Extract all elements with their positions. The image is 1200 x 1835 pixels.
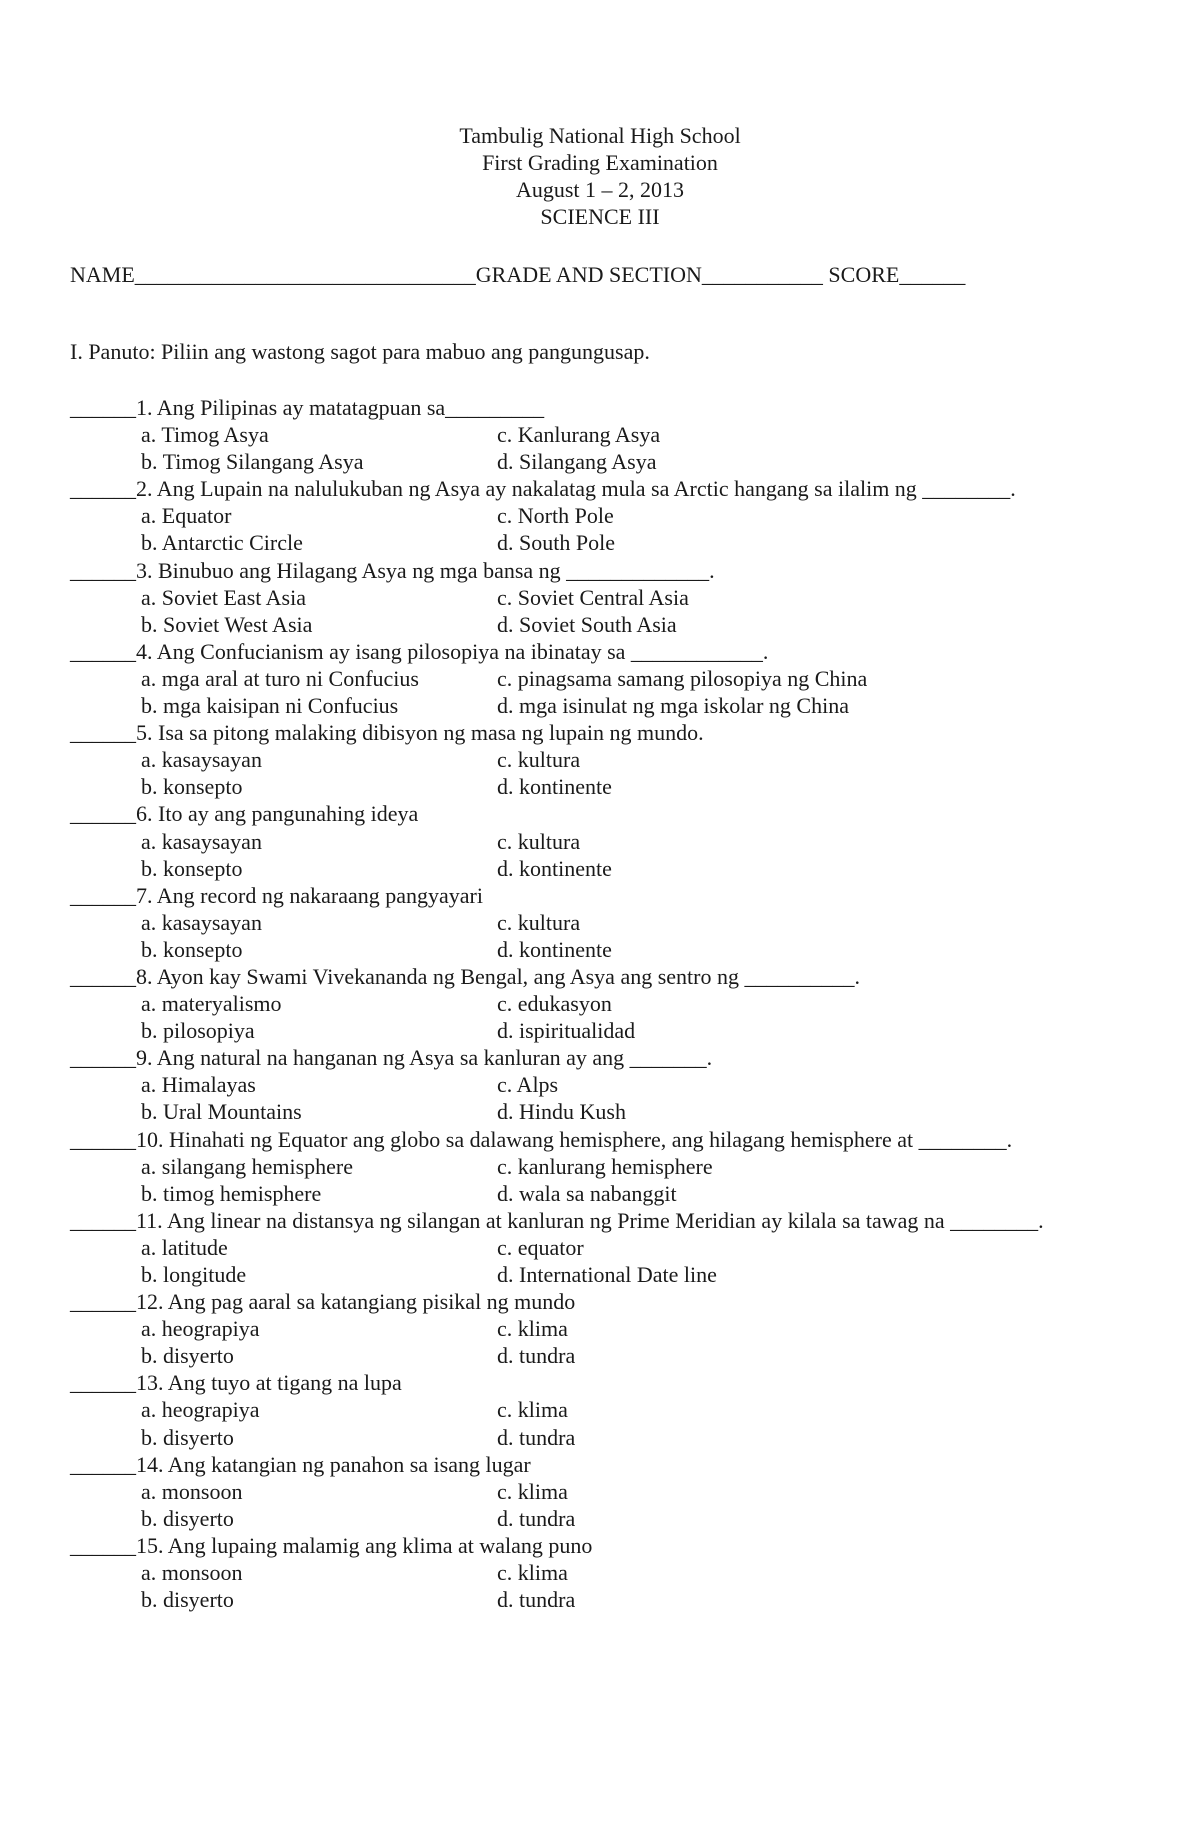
question-stem[interactable]: ______9. Ang natural na hanganan ng Asya sa kanluran ay ang _______. xyxy=(70,1045,713,1071)
answer-choice: d. tundra xyxy=(497,1505,576,1531)
choice-row xyxy=(70,665,1130,692)
choice-row xyxy=(70,1261,1130,1288)
answer-choice: b. disyerto xyxy=(141,1343,234,1369)
choice-row xyxy=(70,828,1130,855)
choice-row xyxy=(70,611,1130,638)
question-stem[interactable]: ______14. Ang katangian ng panahon sa isang lugar xyxy=(70,1451,531,1477)
question-stem[interactable]: ______12. Ang pag aaral sa katangiang pisikal ng mundo xyxy=(70,1289,576,1315)
answer-choice: b. konsepto xyxy=(141,936,243,962)
answer-choice: c. klima xyxy=(497,1397,568,1423)
answer-choice: a. heograpiya xyxy=(141,1316,260,1342)
answer-choice: a. kasaysayan xyxy=(141,828,262,854)
choice-row xyxy=(70,502,1130,529)
answer-choice: a. mga aral at turo ni Confucius xyxy=(141,665,419,691)
score-field[interactable]: SCORE______ xyxy=(828,262,966,287)
answer-choice: c. edukasyon xyxy=(497,991,612,1017)
answer-choice: a. heograpiya xyxy=(141,1397,260,1423)
name-field[interactable]: NAME_______________________________ xyxy=(70,262,476,287)
exam-header xyxy=(0,122,1200,230)
answer-choice: c. Soviet Central Asia xyxy=(497,584,689,610)
choice-row xyxy=(70,1098,1130,1125)
question-item xyxy=(70,963,1130,1044)
answer-choice: a. monsoon xyxy=(141,1560,243,1586)
student-info-line xyxy=(70,262,1070,288)
question-stem[interactable]: ______1. Ang Pilipinas ay matatagpuan sa_________ xyxy=(70,395,545,420)
choice-row xyxy=(70,448,1130,475)
answer-choice: b. timog hemisphere xyxy=(141,1180,322,1206)
answer-choice: d. ispiritualidad xyxy=(497,1018,636,1044)
choice-row xyxy=(70,773,1130,800)
choice-row xyxy=(70,1478,1130,1505)
question-item xyxy=(70,1532,1130,1613)
answer-choice: b. pilosopiya xyxy=(141,1018,255,1044)
question-list xyxy=(70,394,1130,1613)
answer-choice: c. Kanlurang Asya xyxy=(497,422,661,448)
answer-choice: a. Himalayas xyxy=(141,1072,256,1098)
question-stem[interactable]: ______7. Ang record ng nakaraang pangyayari xyxy=(70,882,483,908)
question-item xyxy=(70,1207,1130,1288)
choice-row xyxy=(70,1396,1130,1423)
answer-choice: d. South Pole xyxy=(497,530,615,556)
answer-choice: b. konsepto xyxy=(141,774,243,800)
question-stem[interactable]: ______11. Ang linear na distansya ng silangan at kanluran ng Prime Meridian ay kilala sa tawag na ________. xyxy=(70,1207,1044,1233)
answer-choice: a. silangang hemisphere xyxy=(141,1153,353,1179)
choice-row xyxy=(70,1559,1130,1586)
choice-row xyxy=(70,1234,1130,1261)
grade-section-field[interactable]: GRADE AND SECTION___________ xyxy=(475,262,823,287)
choice-row xyxy=(70,1017,1130,1044)
answer-choice: d. tundra xyxy=(497,1424,576,1450)
question-stem[interactable]: ______2. Ang Lupain na nalulukuban ng Asya ay nakalatag mula sa Arctic hangang sa ilalim ng ________. xyxy=(70,476,1016,502)
question-item xyxy=(70,800,1130,881)
answer-choice: b. konsepto xyxy=(141,855,243,881)
choice-row xyxy=(70,1505,1130,1532)
answer-choice: c. equator xyxy=(497,1234,584,1260)
answer-choice: b. mga kaisipan ni Confucius xyxy=(141,693,399,719)
choice-row xyxy=(70,746,1130,773)
question-item xyxy=(70,1288,1130,1369)
answer-choice: d. wala sa nabanggit xyxy=(497,1180,677,1206)
answer-choice: d. tundra xyxy=(497,1587,576,1613)
answer-choice: c. kultura xyxy=(497,909,581,935)
answer-choice: d. International Date line xyxy=(497,1262,717,1287)
question-stem[interactable]: ______13. Ang tuyo at tigang na lupa xyxy=(70,1370,402,1396)
answer-choice: a. Soviet East Asia xyxy=(141,584,306,610)
question-item xyxy=(70,1126,1130,1207)
answer-choice: c. klima xyxy=(497,1316,568,1342)
choice-row xyxy=(70,1153,1130,1180)
question-item xyxy=(70,1451,1130,1532)
answer-choice: b. disyerto xyxy=(141,1424,234,1450)
answer-choice: d. kontinente xyxy=(497,855,612,881)
answer-choice: a. monsoon xyxy=(141,1478,243,1504)
exam-title: First Grading Examination xyxy=(482,150,718,175)
choice-row xyxy=(70,1424,1130,1451)
answer-choice: a. latitude xyxy=(141,1234,228,1260)
exam-date: August 1 – 2, 2013 xyxy=(515,177,685,202)
question-item xyxy=(70,475,1130,556)
answer-choice: d. Hindu Kush xyxy=(497,1099,626,1125)
choice-row xyxy=(70,529,1130,556)
answer-choice: c. kanlurang hemisphere xyxy=(497,1153,713,1179)
choice-row xyxy=(70,421,1130,448)
answer-choice: d. kontinente xyxy=(497,936,612,962)
question-stem[interactable]: ______4. Ang Confucianism ay isang pilosopiya na ibinatay sa ____________. xyxy=(70,638,769,664)
answer-choice: b. longitude xyxy=(141,1262,247,1287)
subject-title: SCIENCE III xyxy=(540,204,660,229)
choice-row xyxy=(70,692,1130,719)
answer-choice: c. Alps xyxy=(497,1072,559,1098)
answer-choice: d. mga isinulat ng mga iskolar ng China xyxy=(497,693,849,719)
answer-choice: b. Timog Silangang Asya xyxy=(141,449,364,475)
answer-choice: b. disyerto xyxy=(141,1505,234,1531)
answer-choice: a. kasaysayan xyxy=(141,909,262,935)
answer-choice: a. materyalismo xyxy=(141,991,282,1017)
question-stem[interactable]: ______15. Ang lupaing malamig ang klima at walang puno xyxy=(70,1532,593,1558)
question-item xyxy=(70,394,1130,475)
school-name: Tambulig National High School xyxy=(459,123,741,148)
answer-choice: d. tundra xyxy=(497,1343,576,1369)
answer-choice: d. kontinente xyxy=(497,774,612,800)
choice-row xyxy=(70,1342,1130,1369)
choice-row xyxy=(70,1315,1130,1342)
question-item xyxy=(70,719,1130,800)
question-stem[interactable]: ______10. Hinahati ng Equator ang globo sa dalawang hemisphere, ang hilagang hemisphere at ________. xyxy=(70,1126,1013,1152)
choice-row xyxy=(70,1586,1130,1613)
question-item xyxy=(70,882,1130,963)
choice-row xyxy=(70,909,1130,936)
answer-choice: c. klima xyxy=(497,1560,568,1586)
directions: I. Panuto: Piliin ang wastong sagot para mabuo ang pangungusap. xyxy=(70,339,650,364)
answer-choice: a. kasaysayan xyxy=(141,747,262,773)
answer-choice: c. kultura xyxy=(497,828,581,854)
answer-choice: c. pinagsama samang pilosopiya ng China xyxy=(497,665,868,691)
answer-choice: b. Antarctic Circle xyxy=(141,530,303,556)
question-stem[interactable]: ______6. Ito ay ang pangunahing ideya xyxy=(70,801,419,827)
choice-row xyxy=(70,990,1130,1017)
answer-choice: d. Soviet South Asia xyxy=(497,611,677,637)
answer-choice: a. Equator xyxy=(141,503,232,529)
answer-choice: b. Ural Mountains xyxy=(141,1099,302,1125)
answer-choice: c. North Pole xyxy=(497,503,614,529)
answer-choice: b. disyerto xyxy=(141,1587,234,1613)
answer-choice: c. kultura xyxy=(497,747,581,773)
question-item xyxy=(70,1044,1130,1125)
choice-row xyxy=(70,855,1130,882)
answer-choice: d. Silangang Asya xyxy=(497,449,657,475)
answer-choice: c. klima xyxy=(497,1478,568,1504)
question-item xyxy=(70,638,1130,719)
question-stem[interactable]: ______3. Binubuo ang Hilagang Asya ng mga bansa ng _____________. xyxy=(70,557,715,583)
answer-choice: b. Soviet West Asia xyxy=(141,611,313,637)
question-stem[interactable]: ______8. Ayon kay Swami Vivekananda ng Bengal, ang Asya ang sentro ng __________. xyxy=(70,963,860,989)
question-stem[interactable]: ______5. Isa sa pitong malaking dibisyon ng masa ng lupain ng mundo. xyxy=(70,720,704,746)
question-item xyxy=(70,1369,1130,1450)
choice-row xyxy=(70,936,1130,963)
answer-choice: a. Timog Asya xyxy=(141,422,269,448)
question-item xyxy=(70,557,1130,638)
choice-row xyxy=(70,584,1130,611)
choice-row xyxy=(70,1180,1130,1207)
choice-row xyxy=(70,1071,1130,1098)
